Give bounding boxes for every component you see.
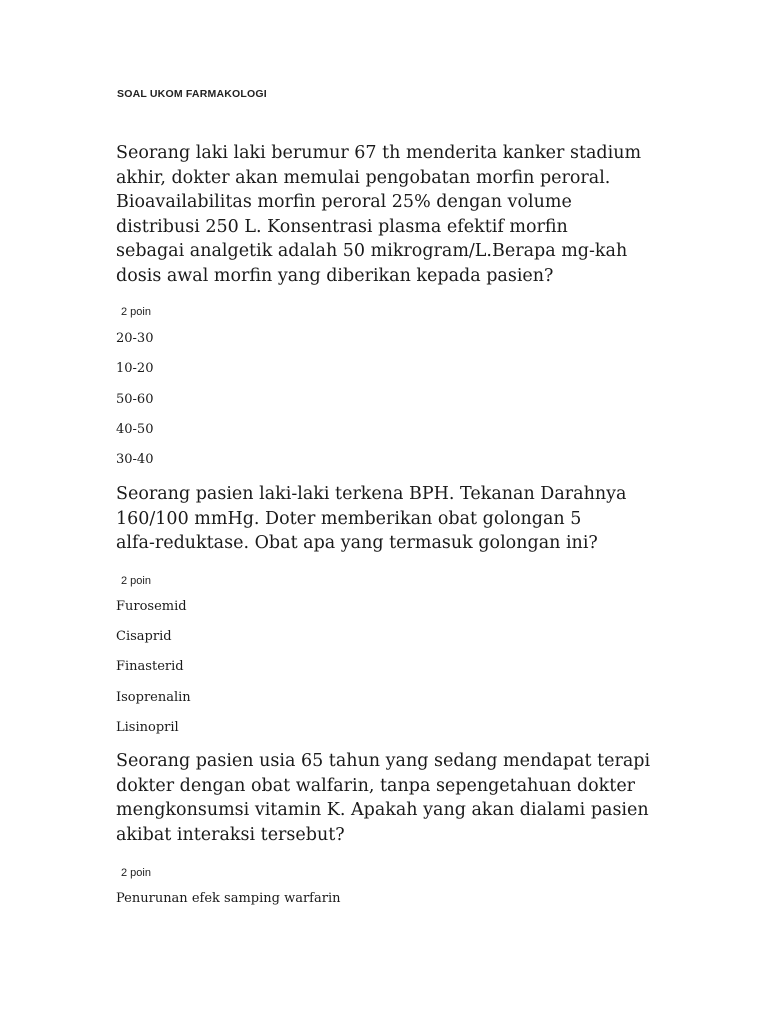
question-2-option-3[interactable]: Finasterid (116, 659, 184, 674)
question-1-text: Seorang laki laki berumur 67 th menderita kanker stadium akhir, dokter akan memulai pengobatan morfin peroral. Bioavailabilitas morfin peroral 25% dengan volume distribusi 250 L. Konsentrasi plasma efektif morfin sebagai analgetik adalah 50 mikrogram/L.Berapa mg-kah dosis awal morfin yang diberikan kepada pasien? (116, 143, 642, 286)
question-3-text: Seorang pasien usia 65 tahun yang sedang mendapat terapi dokter dengan obat walfarin, tanpa sepengetahuan dokter mengkonsumsi vitamin K. Apakah yang akan dialami pasien akibat interaksi tersebut? (116, 751, 651, 845)
document-heading: SOAL UKOM FARMAKOLOGI (117, 88, 267, 100)
question-3-option-1[interactable]: Penurunan efek samping warfarin (116, 891, 341, 906)
question-1-option-1[interactable]: 20-30 (116, 331, 154, 346)
question-1-points: 2 poin (121, 306, 151, 318)
question-3-points: 2 poin (121, 867, 151, 879)
question-2-option-5[interactable]: Lisinopril (116, 720, 179, 735)
question-2-text: Seorang pasien laki-laki terkena BPH. Tekanan Darahnya 160/100 mmHg. Doter memberikan obat golongan 5 alfa-reduktase. Obat apa yang termasuk golongan ini? (116, 484, 627, 553)
question-2-points: 2 poin (121, 575, 151, 587)
question-2-option-4[interactable]: Isoprenalin (116, 690, 191, 705)
question-1-option-5[interactable]: 30-40 (116, 452, 154, 467)
question-1-option-2[interactable]: 10-20 (116, 361, 154, 376)
question-2-option-2[interactable]: Cisaprid (116, 629, 172, 644)
question-1-option-3[interactable]: 50-60 (116, 392, 154, 407)
question-2-option-1[interactable]: Furosemid (116, 599, 187, 614)
question-1-option-4[interactable]: 40-50 (116, 422, 154, 437)
